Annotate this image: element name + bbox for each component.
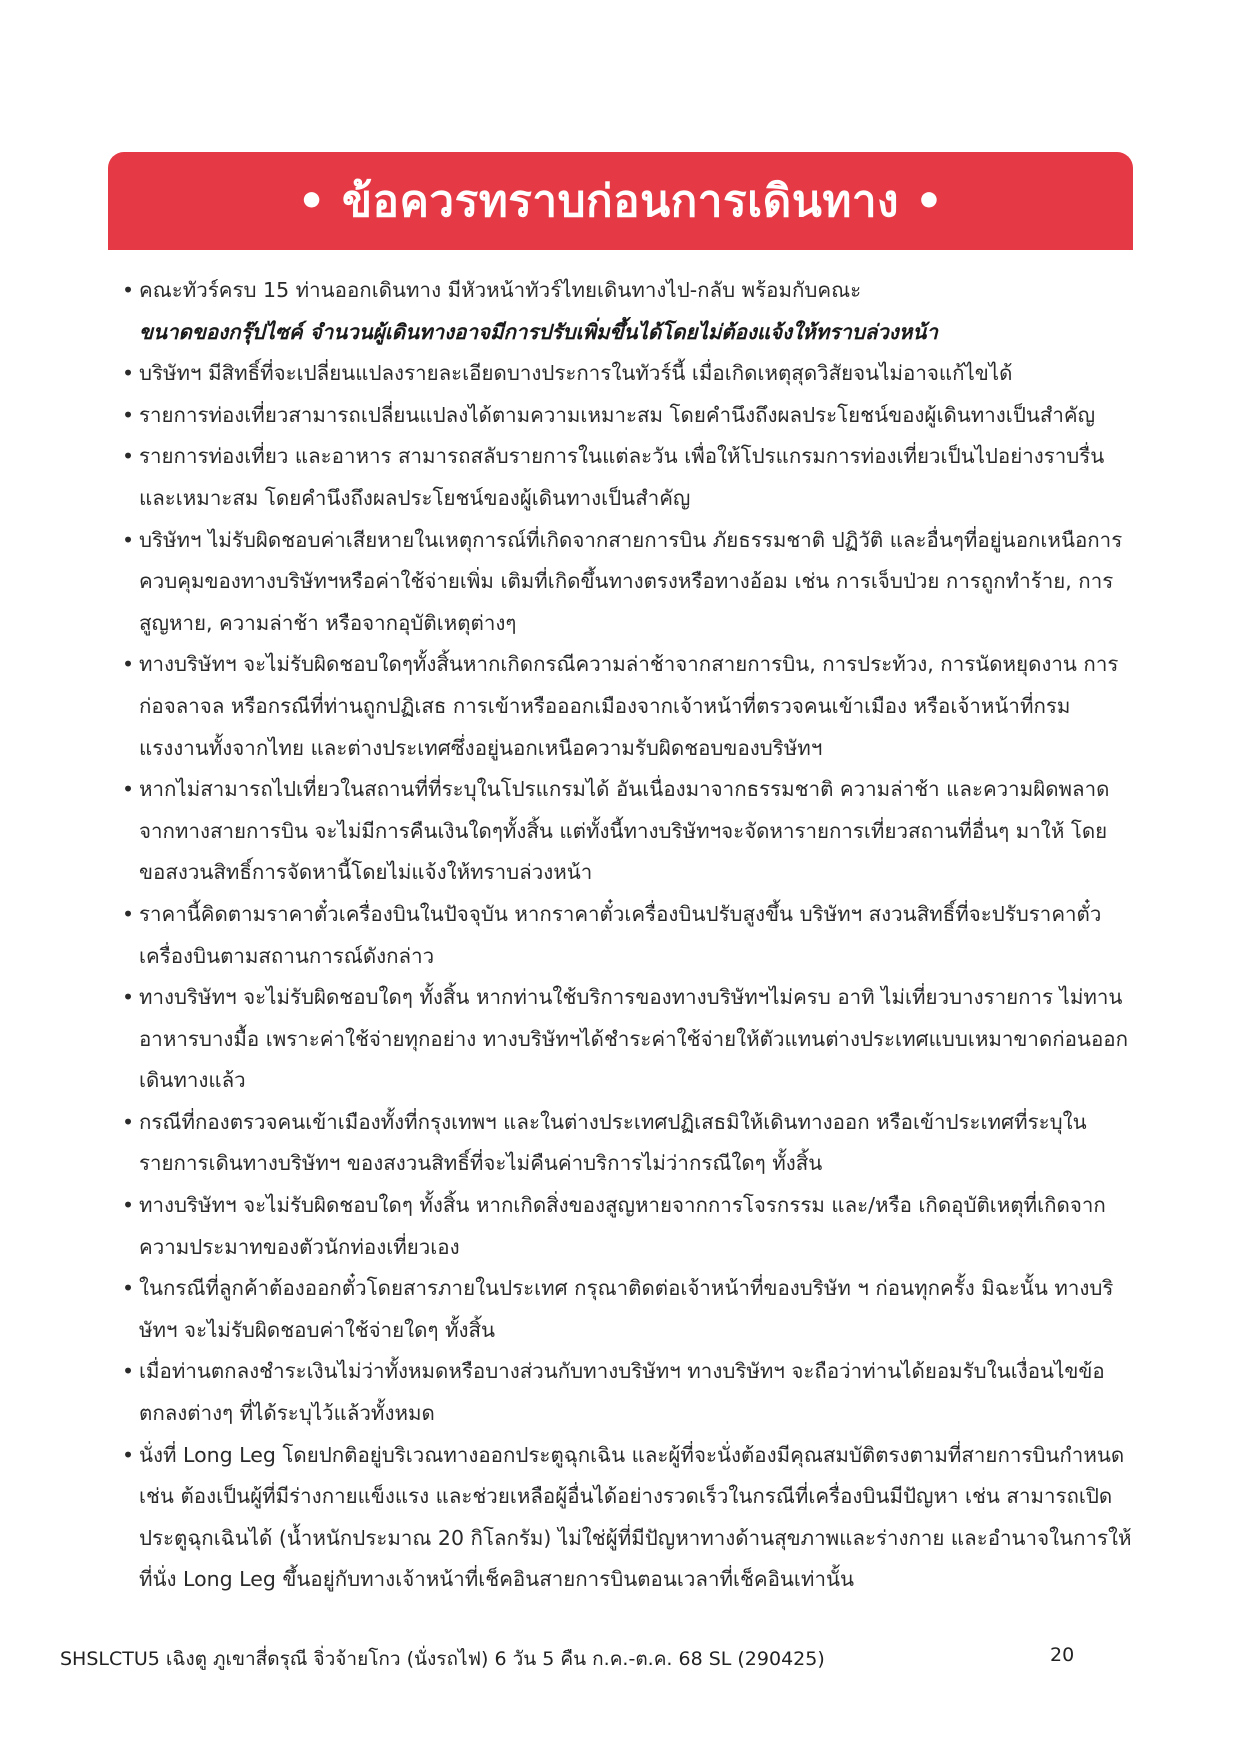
note-item-12	[122, 1268, 1132, 1351]
bullet-icon: •	[122, 985, 135, 1010]
note-item-8	[122, 894, 1132, 977]
travel-notes-list	[122, 270, 1132, 1601]
note-text: ราคานี้คิดตามราคาตั๋วเครื่องบินในปัจจุบัน หากราคาตั๋วเครื่องบินปรับสูงขึ้น บริษัทฯ สงวนสิทธิ์ที่จะปรับราคาตั๋วเครื่องบินตามสถานการณ์ดังกล่าว	[139, 901, 1102, 968]
bullet-icon: •	[122, 361, 135, 386]
note-item-14	[122, 1435, 1132, 1601]
note-text: ทางบริษัทฯ จะไม่รับผิดชอบใดๆ ทั้งสิ้น หากท่านใช้บริการของทางบริษัทฯไม่ครบ อาทิ ไม่เที่ยวบางรายการ ไม่ทานอาหารบางมื้อ เพราะค่าใช้จ่ายทุกอย่าง ทางบริษัทฯได้ชำระค่าใช้จ่ายให้ตัวแทนต่างประเทศแบบเหมาขาดก่อนออกเดินทางแล้ว	[139, 985, 1128, 1093]
note-item-1	[122, 270, 1132, 353]
bullet-icon: •	[122, 1193, 135, 1218]
note-item-4	[122, 436, 1132, 519]
bullet-icon: •	[122, 901, 135, 926]
note-text: ทางบริษัทฯ จะไม่รับผิดชอบใดๆทั้งสิ้นหากเกิดกรณีความล่าช้าจากสายการบิน, การประท้วง, การนัดหยุดงาน การก่อจลาจล หรือกรณีที่ท่านถูกปฏิเสธ การเข้าหรือออกเมืองจากเจ้าหน้าที่ตรวจคนเข้าเมือง หรือเจ้าหน้าที่กรมแรงงานทั้งจากไทย และต่างประเทศซึ่งอยู่นอกเหนือความรับผิดชอบของบริษัทฯ	[139, 652, 1119, 760]
note-item-7	[122, 769, 1132, 894]
note-text: เมื่อท่านตกลงชำระเงินไม่ว่าทั้งหมดหรือบางส่วนกับทางบริษัทฯ ทางบริษัทฯ จะถือว่าท่านได้ยอมรับในเงื่อนไขข้อตกลงต่างๆ ที่ได้ระบุไว้แล้วทั้งหมด	[139, 1359, 1105, 1426]
note-emphasis: ขนาดของกรุ๊ปไซค์ จำนวนผู้เดินทางอาจมีการปรับเพิ่มขึ้นได้โดยไม่ต้องแจ้งให้ทราบล่วงหน้า	[139, 319, 938, 344]
footer-program-code: SHSLCTU5 เฉิงตู ภูเขาสี่ดรุณี จิ่วจ้ายโกว (นั่งรถไฟ) 6 วัน 5 คืน ก.ค.-ต.ค. 68 SL (290425)	[60, 1648, 825, 1670]
note-item-9	[122, 977, 1132, 1102]
bullet-icon: •	[122, 652, 135, 677]
note-text: รายการท่องเที่ยว และอาหาร สามารถสลับรายการในแต่ละวัน เพื่อให้โปรแกรมการท่องเที่ยวเป็นไปอย่างราบรื่น และเหมาะสม โดยคำนึงถึงผลประโยชน์ของผู้เดินทางเป็นสำคัญ	[139, 444, 1105, 510]
bullet-icon: •	[122, 402, 135, 427]
bullet-icon: •	[122, 1276, 135, 1301]
note-item-6	[122, 644, 1132, 769]
bullet-icon: •	[122, 1442, 135, 1467]
note-text: บริษัทฯ ไม่รับผิดชอบค่าเสียหายในเหตุการณ์ที่เกิดจากสายการบิน ภัยธรรมชาติ ปฏิวัติ และอื่นๆที่อยู่นอกเหนือการควบคุมของทางบริษัทฯหรือค่าใช้จ่ายเพิ่ม เติมที่เกิดขึ้นทางตรงหรือทางอ้อม เช่น การเจ็บป่วย การถูกทำร้าย, การสูญหาย, ความล่าช้า หรือจากอุบัติเหตุต่างๆ	[139, 527, 1123, 635]
bullet-icon: •	[122, 527, 135, 552]
section-title: • ข้อควรทราบก่อนการเดินทาง •	[297, 176, 944, 227]
note-item-5	[122, 520, 1132, 645]
bullet-icon: •	[122, 278, 135, 302]
section-header-banner	[108, 152, 1133, 250]
bullet-icon: •	[122, 1359, 135, 1384]
note-text: หากไม่สามารถไปเที่ยวในสถานที่ที่ระบุในโปรแกรมได้ อันเนื่องมาจากธรรมชาติ ความล่าช้า และความผิดพลาดจากทางสายการบิน จะไม่มีการคืนเงินใดๆทั้งสิ้น แต่ทั้งนี้ทางบริษัทฯจะจัดหารายการเที่ยวสถานที่อื่นๆ มาให้ โดยขอสงวนสิทธิ์การจัดหานี้โดยไม่แจ้งให้ทราบล่วงหน้า	[139, 777, 1110, 885]
bullet-icon: •	[122, 777, 135, 802]
bullet-icon: •	[122, 1109, 135, 1134]
note-item-3	[122, 395, 1132, 437]
note-text: กรณีที่กองตรวจคนเข้าเมืองทั้งที่กรุงเทพฯ และในต่างประเทศปฏิเสธมิให้เดินทางออก หรือเข้าประเทศที่ระบุในรายการเดินทางบริษัทฯ ของสงวนสิทธิ์ที่จะไม่คืนค่าบริการไม่ว่ากรณีใดๆ ทั้งสิ้น	[139, 1109, 1087, 1176]
note-text: รายการท่องเที่ยวสามารถเปลี่ยนแปลงได้ตามความเหมาะสม โดยคำนึงถึงผลประโยชน์ของผู้เดินทางเป็นสำคัญ	[139, 402, 1096, 427]
note-text: นั่งที่ Long Leg โดยปกติอยู่บริเวณทางออกประตูฉุกเฉิน และผู้ที่จะนั่งต้องมีคุณสมบัติตรงตามที่สายการบินกำหนด เช่น ต้องเป็นผู้ที่มีร่างกายแข็งแรง และช่วยเหลือผู้อื่นได้อย่างรวดเร็วในกรณีที่เครื่องบินมีปัญหา เช่น สามารถเปิดประตูฉุกเฉินได้ (น้ำหนักประมาณ 20 กิโลกรัม) ไม่ใช่ผู้ที่มีปัญหาทางด้านสุขภาพและร่างกาย และอำนาจในการให้ที่นั่ง Long Leg ขึ้นอยู่กับทางเจ้าหน้าที่เช็คอินสายการบินตอนเวลาที่เช็คอินเท่านั้น	[139, 1442, 1132, 1592]
note-item-11	[122, 1185, 1132, 1268]
page-number: 20	[1050, 1644, 1075, 1666]
note-text: คณะทัวร์ครบ 15 ท่านออกเดินทาง มีหัวหน้าทัวร์ไทยเดินทางไป-กลับ พร้อมกับคณะ	[139, 278, 862, 302]
page-footer	[60, 1644, 1080, 1674]
note-text: บริษัทฯ มีสิทธิ์ที่จะเปลี่ยนแปลงรายละเอียดบางประการในทัวร์นี้ เมื่อเกิดเหตุสุดวิสัยจนไม่อาจแก้ไขได้	[139, 361, 1013, 386]
note-text: ในกรณีที่ลูกค้าต้องออกตั๋วโดยสารภายในประเทศ กรุณาติดต่อเจ้าหน้าที่ของบริษัท ฯ ก่อนทุกครั้ง มิฉะนั้น ทางบริษัทฯ จะไม่รับผิดชอบค่าใช้จ่ายใดๆ ทั้งสิ้น	[139, 1276, 1114, 1342]
bullet-icon: •	[122, 444, 135, 469]
note-item-13	[122, 1351, 1132, 1434]
note-item-2	[122, 353, 1132, 395]
note-item-10	[122, 1102, 1132, 1185]
note-text: ทางบริษัทฯ จะไม่รับผิดชอบใดๆ ทั้งสิ้น หากเกิดสิ่งของสูญหายจากการโจรกรรม และ/หรือ เกิดอุบัติเหตุที่เกิดจากความประมาทของตัวนักท่องเที่ยวเอง	[139, 1193, 1106, 1259]
